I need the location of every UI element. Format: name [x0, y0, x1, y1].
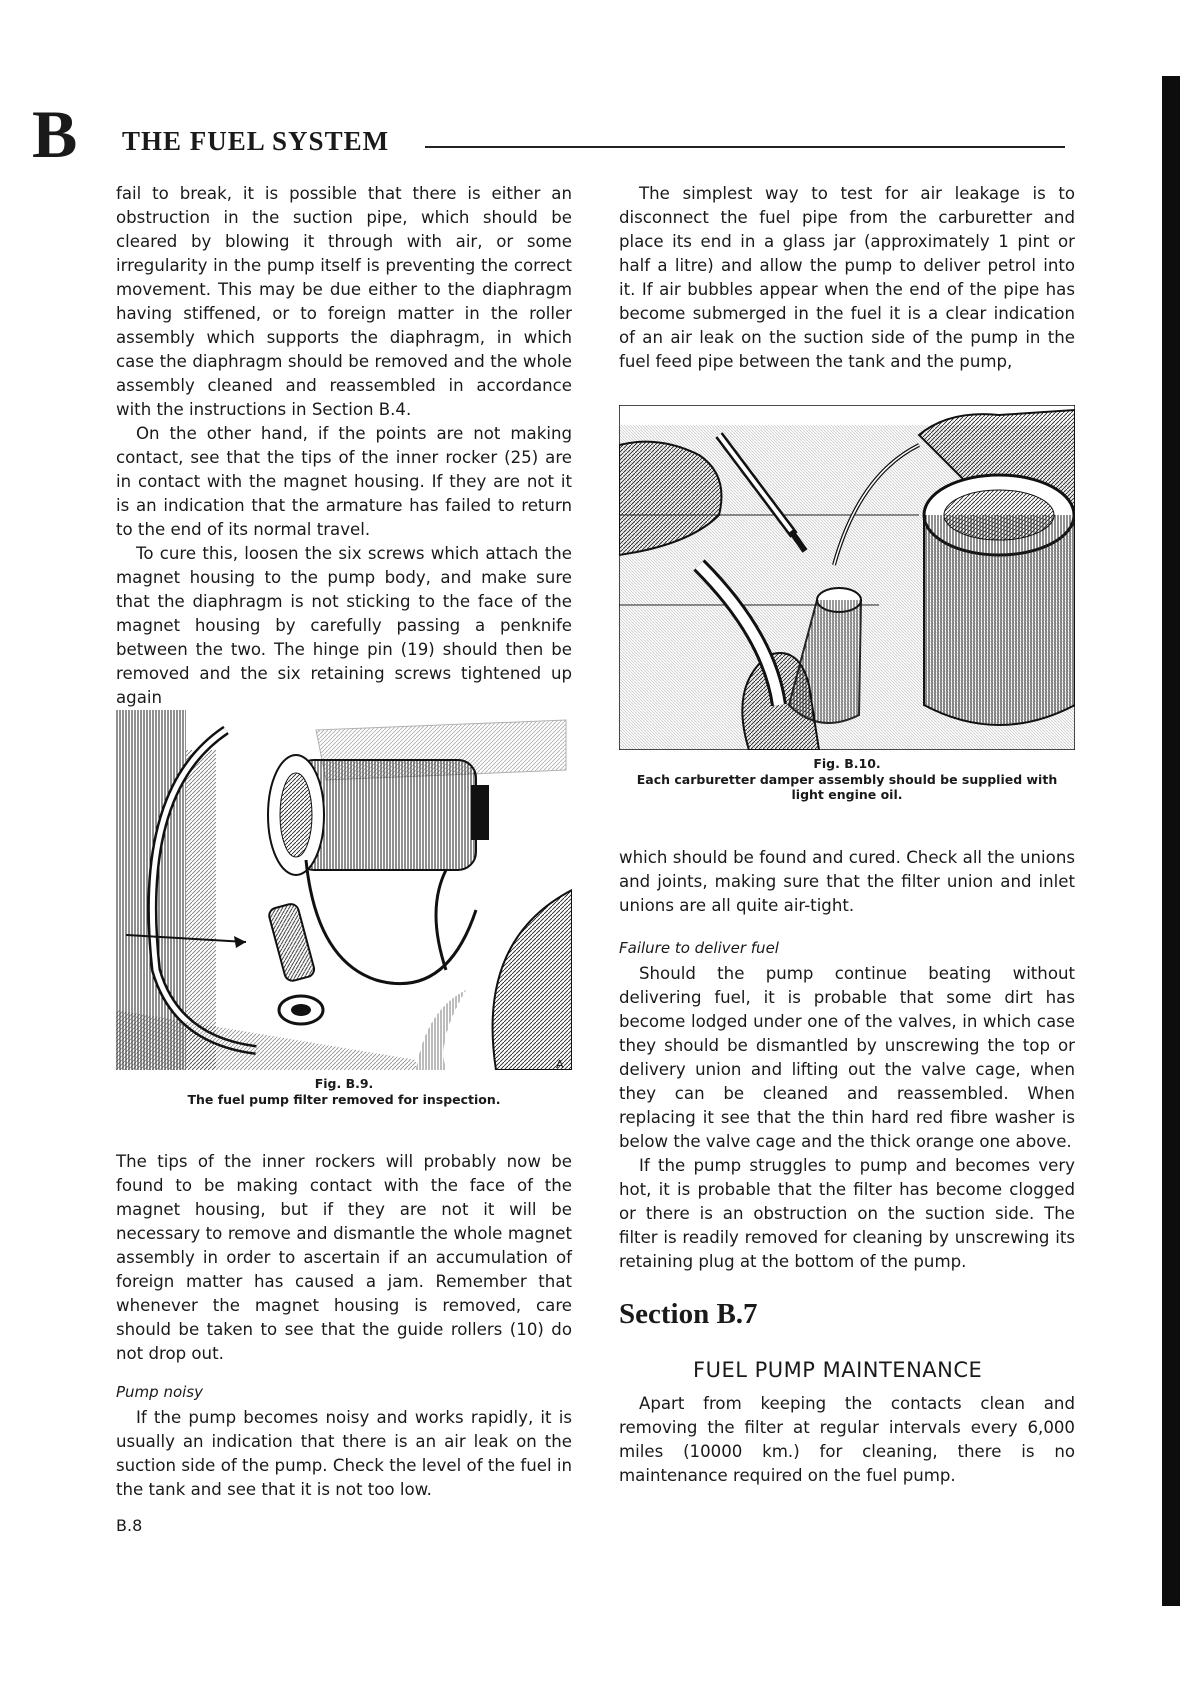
right-column-maintenance	[619, 1392, 1075, 1488]
title-rule	[425, 146, 1065, 148]
fuel-pump-illustration	[116, 710, 572, 1070]
figure-caption: Each carburetter damper assembly should be supplied with light engine oil.	[636, 772, 1058, 802]
figure-b9	[116, 710, 572, 1107]
section-subtitle: FUEL PUMP MAINTENANCE	[693, 1358, 983, 1382]
left-column-bottom	[116, 1150, 572, 1502]
subheading-failure-to-deliver: Failure to deliver fuel	[619, 939, 779, 957]
page-title: THE FUEL SYSTEM	[122, 126, 390, 156]
figure-caption: The fuel pump filter removed for inspection.	[187, 1092, 501, 1107]
subheading-pump-noisy: Pump noisy	[116, 1383, 203, 1401]
paragraph: On the other hand, if the points are not making contact, see that the tips of the inner rocker (25) are in contact with the magnet housing. If they are not it is an indication that the armature has failed to return to the end of its normal travel.	[116, 424, 572, 539]
paragraph: To cure this, loosen the six screws which attach the magnet housing to the pump body, and make sure that the diaphragm is not sticking to the face of the magnet housing by carefully passing a penknife between the two. The hinge pin (19) should then be removed and the six retaining screws tightened up again	[116, 544, 572, 707]
figure-b10	[619, 405, 1075, 802]
edge-tab-bar	[1162, 76, 1180, 1606]
paragraph: Should the pump continue beating without delivering fuel, it is probable that some dirt has become lodged under one of the valves, in which case they should be dismantled by unscrewing the top or delivery union and lifting out the valve cage, when they can be cleaned and reassembled. When replacing it see that the thin hard red fibre washer is below the valve cage and the thick orange one above.	[619, 964, 1075, 1151]
paragraph: fail to break, it is possible that there is either an obstruction in the suction pipe, which should be cleared by blowing it through with air, or some irregularity in the pump itself is preventing the correct movement. This may be due either to the diaphragm having stiffened, or to foreign matter in the roller assembly which supports the diaphragm, in which case the diaphragm should be removed and the whole assembly cleaned and reassembled in accordance with the instructions in Section B.4.	[116, 184, 572, 419]
right-column-bottom	[619, 846, 1075, 1274]
figure-label: Fig. B.10.	[813, 756, 881, 771]
figure-letter-a: A	[556, 1058, 564, 1070]
paragraph: which should be found and cured. Check all the unions and joints, making sure that the filter union and inlet unions are all quite air-tight.	[619, 848, 1075, 915]
carburetter-illustration	[619, 405, 1075, 750]
paragraph: If the pump becomes noisy and works rapidly, it is usually an indication that there is an air leak on the suction side of the pump. Check the level of the fuel in the tank and see that it is not too low.	[116, 1408, 572, 1499]
paragraph: Apart from keeping the contacts clean and removing the filter at regular intervals every 6,000 miles (10000 km.) for cleaning, there is no maintenance required on the fuel pump.	[619, 1394, 1075, 1485]
page-number: B.8	[116, 1516, 143, 1535]
right-column-top	[619, 182, 1075, 374]
paragraph: The simplest way to test for air leakage is to disconnect the fuel pipe from the carburetter and place its end in a glass jar (approximately 1 pint or half a litre) and allow the pump to deliver petrol into it. If air bubbles appear when the end of the pipe has become submerged in the fuel it is a clear indication of an air leak on the suction side of the pump in the fuel feed pipe between the tank and the pump,	[619, 184, 1075, 371]
paragraph: If the pump struggles to pump and becomes very hot, it is probable that the filter has become clogged or there is an obstruction on the suction side. The filter is readily removed for cleaning by unscrewing its retaining plug at the bottom of the pump.	[619, 1156, 1075, 1271]
paragraph: The tips of the inner rockers will probably now be found to be making contact with the face of the magnet housing, but if they are not it will be necessary to remove and dismantle the whole magnet assembly in order to ascertain if an accumulation of foreign matter has caused a jam. Remember that whenever the magnet housing is removed, care should be taken to see that the guide rollers (10) do not drop out.	[116, 1152, 572, 1363]
section-letter: B	[32, 96, 77, 172]
left-column-top	[116, 182, 572, 710]
section-heading: Section B.7	[619, 1298, 758, 1330]
figure-label: Fig. B.9.	[314, 1076, 374, 1091]
